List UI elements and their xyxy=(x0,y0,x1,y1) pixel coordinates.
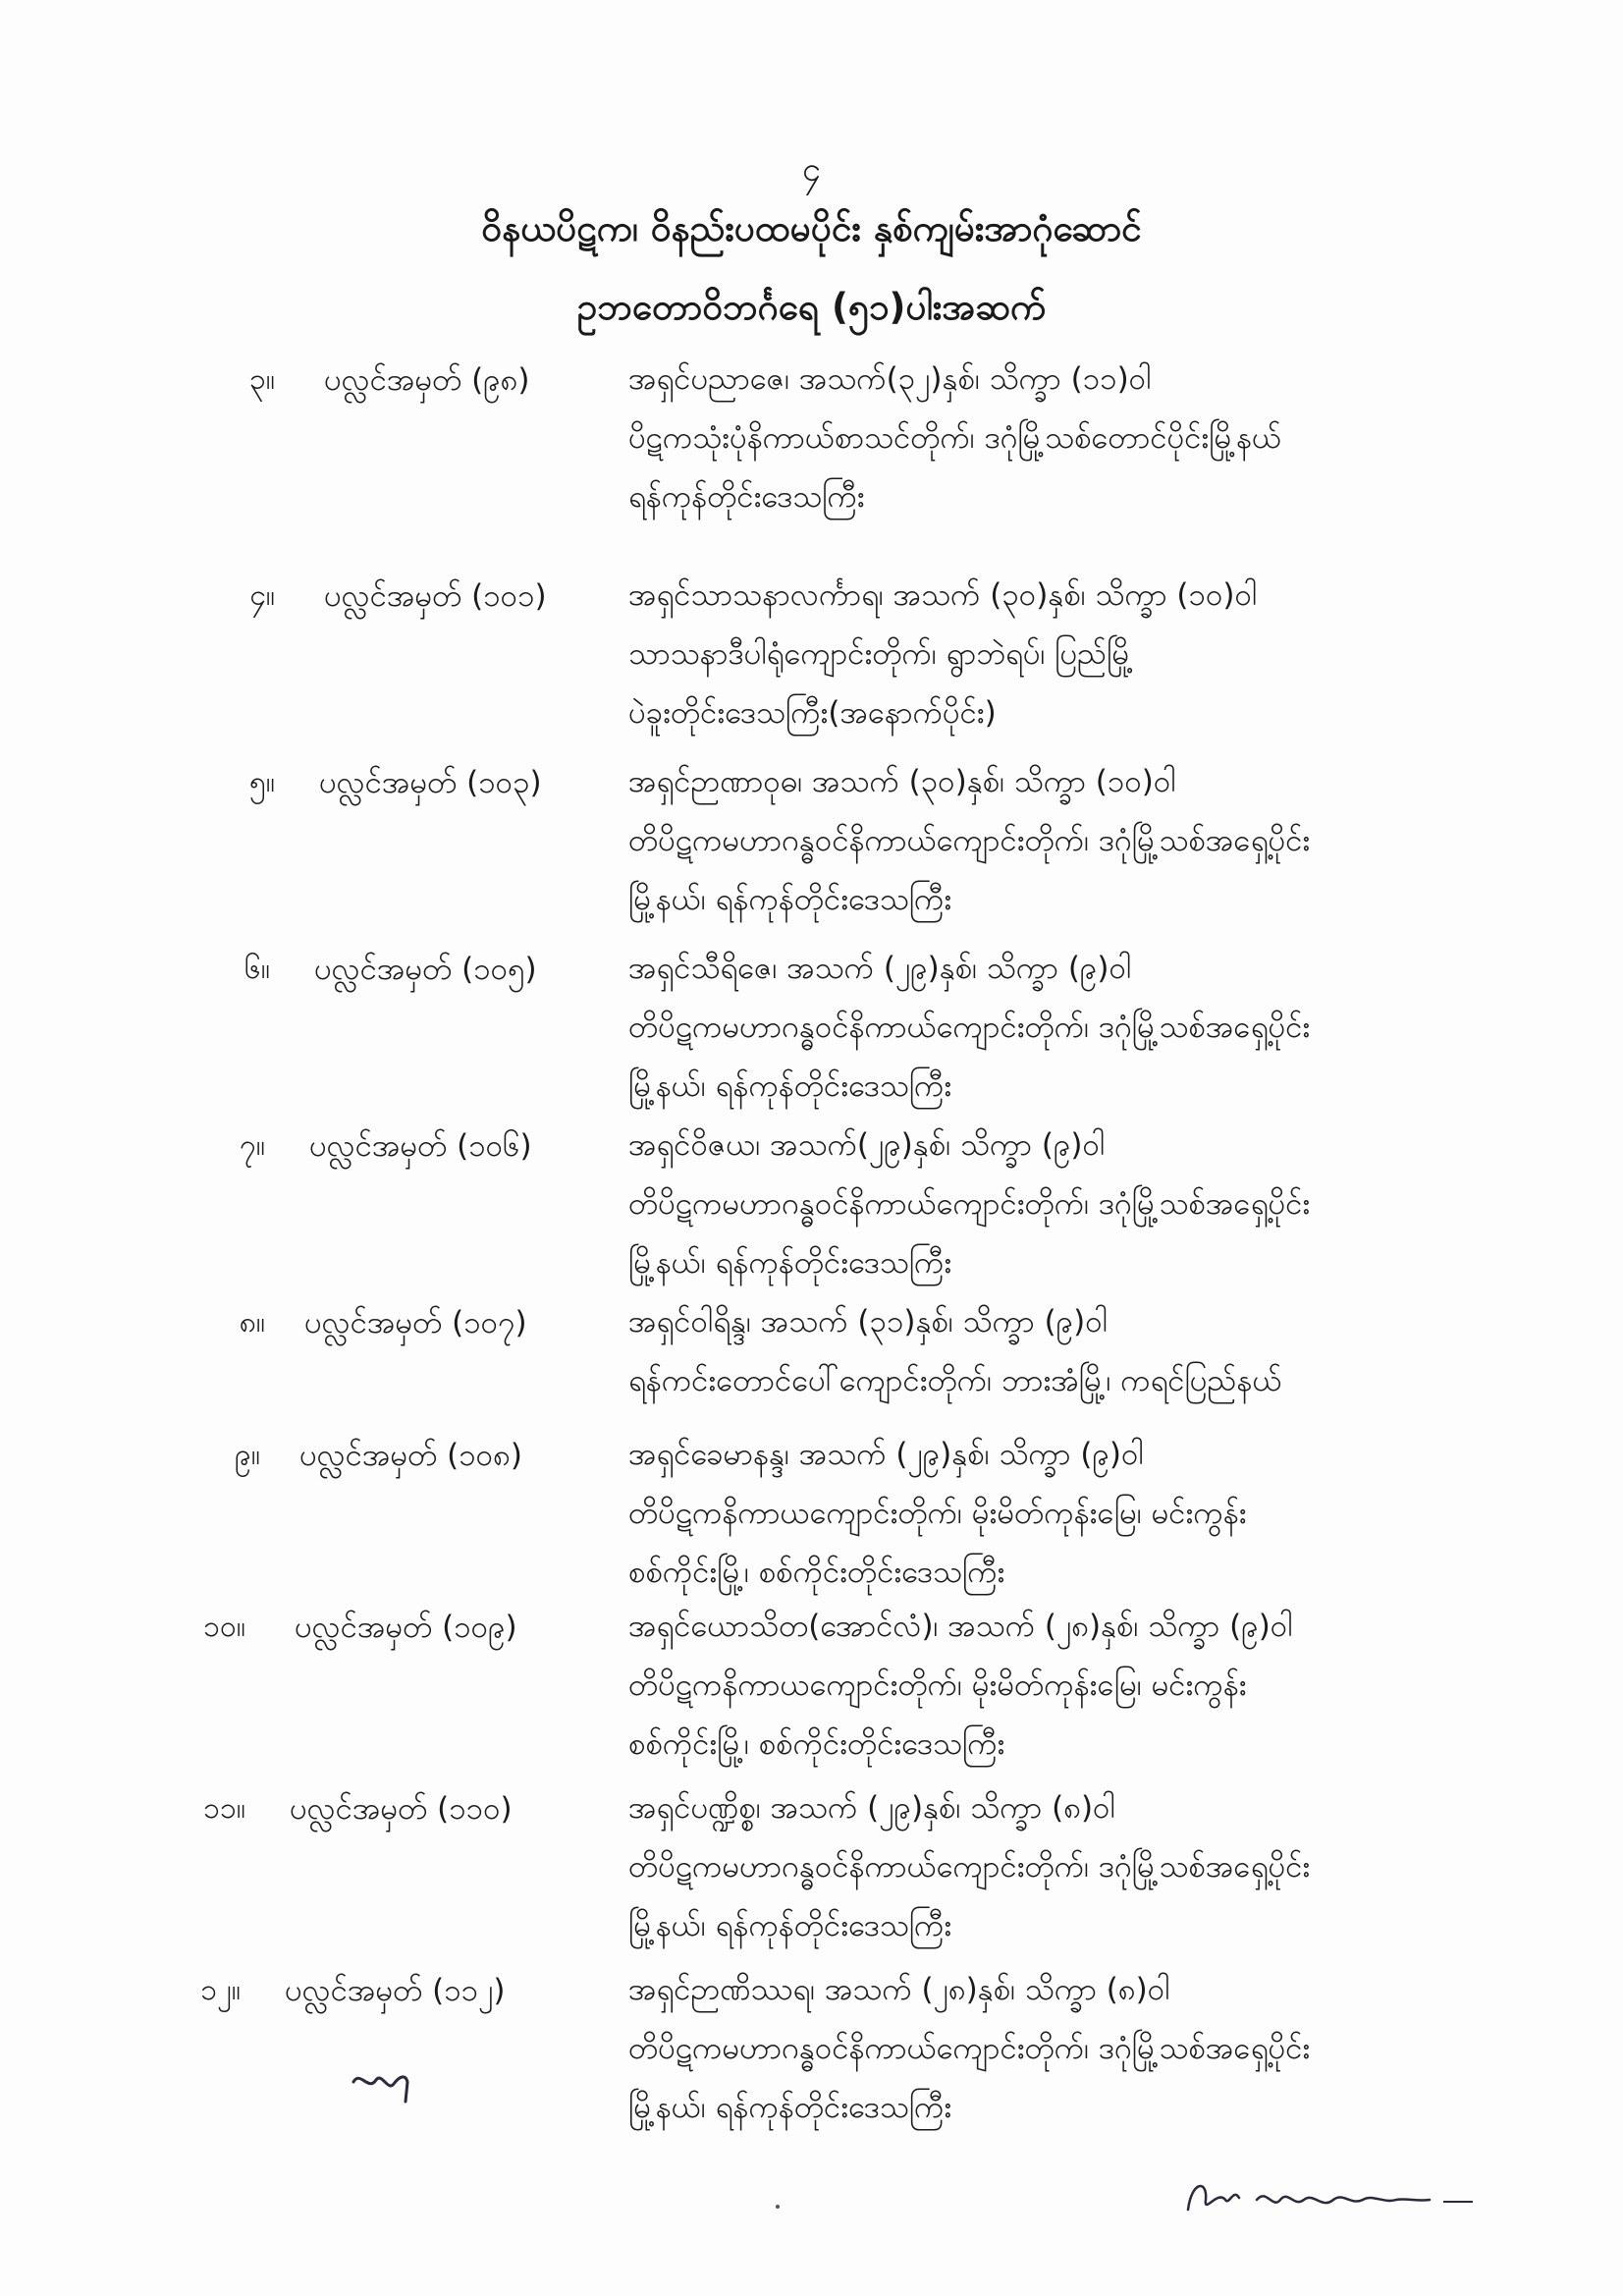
entry-number: ၁၀။ xyxy=(203,1610,245,1644)
entry-number: ၆။ xyxy=(244,952,270,986)
seat-number: ပလ္လင်အမှတ် (၁၀၉) xyxy=(295,1610,517,1645)
entry-number: ၃။ xyxy=(249,362,275,397)
signature-icon xyxy=(1178,2170,1492,2229)
entry-line: တိပိဋကမဟာဂန္ဓဝင်နိကာယ်ကျောင်းတိုက်၊ ဒဂုံမြို့သစ်အရှေ့ပိုင်း xyxy=(628,823,1311,858)
entry-line: အရှင်သီရိဇေ၊ အသက် (၂၉)နှစ်၊ သိက္ခာ (၉)ဝါ xyxy=(628,951,1132,986)
seat-number: ပလ္လင်အမှတ် (၁၁၂) xyxy=(285,1973,506,2008)
entry-line: တိပိဋကမဟာဂန္ဓဝင်နိကာယ်ကျောင်းတိုက်၊ ဒဂုံမြို့သစ်အရှေ့ပိုင်း xyxy=(628,1849,1311,1885)
entry-line: အရှင်ဝါရိန္ဒ၊ အသက် (၃၁)နှစ်၊ သိက္ခာ (၉)ဝါ xyxy=(628,1304,1108,1339)
entry-line: ပဲခူးတိုင်းဒေသကြီး(အနောက်ပိုင်း) xyxy=(628,695,997,731)
entry-line: မြို့နယ်၊ ရန်ကုန်တိုင်းဒေသကြီး xyxy=(628,2090,952,2125)
entry-number: ၄။ xyxy=(249,578,275,613)
entry-line: တိပိဋကနိကာယကျောင်းတိုက်၊ မိုးမိတ်ကုန်းမြေ၊ မင်းကွန်း xyxy=(628,1496,1247,1531)
entry-number: ၅။ xyxy=(249,765,275,799)
seat-number: ပလ္လင်အမှတ် (၁၀၈) xyxy=(299,1438,522,1473)
entry-line: စစ်ကိုင်းမြို့၊ စစ်ကိုင်းတိုင်းဒေသကြီး xyxy=(628,1555,1005,1590)
entry-line: တိပိဋကမဟာဂန္ဓဝင်နိကာယ်ကျောင်းတိုက်၊ ဒဂုံမြို့သစ်အရှေ့ပိုင်း xyxy=(628,1010,1311,1045)
entry-line: အရှင်ပညာဇေ၊ အသက်(၃၂)နှစ်၊ သိက္ခာ (၁၁)ဝါ xyxy=(628,361,1152,397)
entry-line: မြို့နယ်၊ ရန်ကုန်တိုင်းဒေသကြီး xyxy=(628,1068,952,1104)
seat-number: ပလ္လင်အမှတ် (၁၀၃) xyxy=(319,765,542,800)
handwritten-initial-icon xyxy=(349,2062,427,2111)
scan-speck xyxy=(776,2205,780,2209)
entry-line: စစ်ကိုင်းမြို့၊ စစ်ကိုင်းတိုင်းဒေသကြီး xyxy=(628,1726,1005,1762)
entry-line: သာသနာဒီပါရုံကျောင်းတိုက်၊ ရွာဘဲရပ်၊ ပြည်မြို့ xyxy=(628,636,1134,672)
seat-number: ပလ္လင်အမှတ် (၁၀၇) xyxy=(304,1305,527,1340)
entry-line: အရှင်ခေမာနန္ဒ၊ အသက် (၂၉)နှစ်၊ သိက္ခာ (၉)ဝါ xyxy=(628,1437,1144,1472)
document-subtitle: ဥဘတောဝိဘင်္ဂရေ (၅၁)ပါးအဆက် xyxy=(576,286,1047,328)
seat-number: ပလ္လင်အမှတ် (၁၀၁) xyxy=(324,578,547,614)
seat-number: ပလ္လင်အမှတ် (၁၁၀) xyxy=(290,1791,513,1827)
entry-line: အရှင်ဉာဏိဿရ၊ အသက် (၂၈)နှစ်၊ သိက္ခာ (၈)ဝါ xyxy=(628,1972,1170,2007)
entry-number: ၁၁။ xyxy=(203,1791,245,1826)
page-number: ၄ xyxy=(801,150,822,190)
entry-line: အရှင်ဉာဏာဝုဓ၊ အသက် (၃၀)နှစ်၊ သိက္ခာ (၁၀)ဝါ xyxy=(628,764,1176,799)
entry-line: ပိဋကသုံးပုံနိကာယ်စာသင်တိုက်၊ ဒဂုံမြို့သစ်တောင်ပိုင်းမြို့နယ် xyxy=(628,420,1282,456)
seat-number: ပလ္လင်အမှတ် (၁၀၆) xyxy=(309,1128,532,1164)
entry-line: ရန်ကင်းတောင်ပေါ်ကျောင်းတိုက်၊ ဘားအံမြို့၊ ကရင်ပြည်နယ် xyxy=(628,1363,1282,1398)
entry-line: မြို့နယ်၊ ရန်ကုန်တိုင်းဒေသကြီး xyxy=(628,1245,952,1281)
entry-line: အရှင်ဝိဇယ၊ အသက်(၂၉)နှစ်၊ သိက္ခာ (၉)ဝါ xyxy=(628,1127,1106,1163)
document-title: ဝိနယပိဋက၊ ဝိနည်းပထမပိုင်း နှစ်ကျမ်းအာဂုံဆောင် xyxy=(481,207,1142,249)
entry-line: အရှင်ယောသိတ(အောင်လံ)၊ အသက် (၂၈)နှစ်၊ သိက္ခာ (၉)ဝါ xyxy=(628,1609,1293,1644)
entry-line: မြို့နယ်၊ ရန်ကုန်တိုင်းဒေသကြီး xyxy=(628,1908,952,1943)
entry-number: ၁၂။ xyxy=(200,1973,241,2007)
entry-number: ၈။ xyxy=(239,1305,265,1339)
entry-line: တိပိဋကနိကာယကျောင်းတိုက်၊ မိုးမိတ်ကုန်းမြေ၊ မင်းကွန်း xyxy=(628,1667,1247,1703)
seat-number: ပလ္လင်အမှတ် (၁၀၅) xyxy=(314,952,537,987)
entry-line: ရန်ကုန်တိုင်းဒေသကြီး xyxy=(628,479,865,515)
seat-number: ပလ္လင်အမှတ် (၉၈) xyxy=(324,362,530,398)
entry-number: ၉။ xyxy=(235,1438,260,1472)
entry-number: ၇။ xyxy=(240,1128,265,1163)
entry-line: တိပိဋကမဟာဂန္ဓဝင်နိကာယ်ကျောင်းတိုက်၊ ဒဂုံမြို့သစ်အရှေ့ပိုင်း xyxy=(628,1186,1311,1222)
entry-line: အရှင်သာသနာလင်္ကာရ၊ အသက် (၃၀)နှစ်၊ သိက္ခာ (၁၀)ဝါ xyxy=(628,577,1258,613)
entry-line: အရှင်ပဏ္ဍိစ္စ၊ အသက် (၂၉)နှစ်၊ သိက္ခာ (၈)ဝါ xyxy=(628,1790,1115,1826)
entry-line: မြို့နယ်၊ ရန်ကုန်တိုင်းဒေသကြီး xyxy=(628,882,952,917)
entry-line: တိပိဋကမဟာဂန္ဓဝင်နိကာယ်ကျောင်းတိုက်၊ ဒဂုံမြို့သစ်အရှေ့ပိုင်း xyxy=(628,2031,1311,2066)
